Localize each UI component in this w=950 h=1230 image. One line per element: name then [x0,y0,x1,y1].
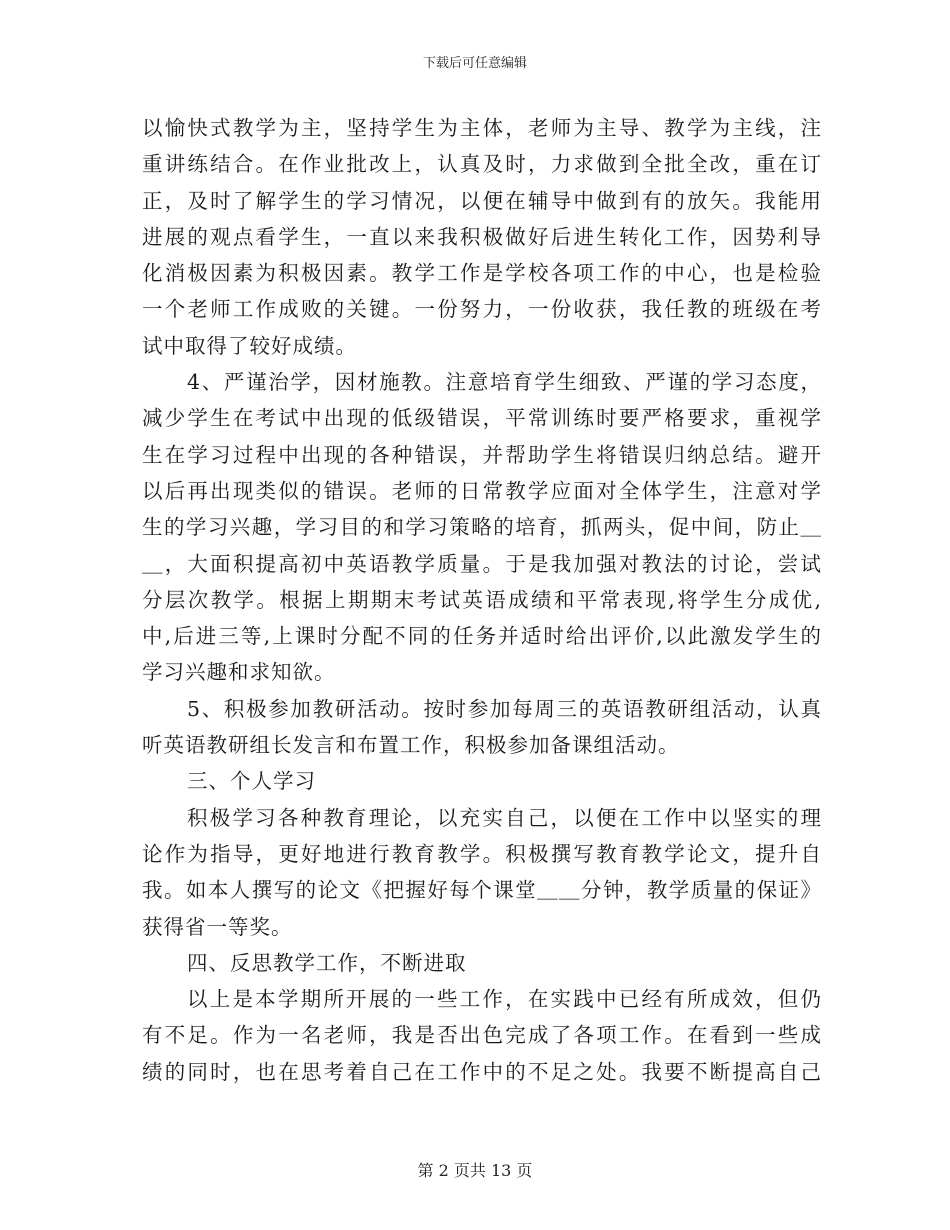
text-line: 以上是本学期所开展的一些工作，在实践中已经有所成效，但仍 [187,987,822,1012]
text-line: 减少学生在考试中出现的低级错误，平常训练时要严格要求，重视学 [142,406,822,431]
document-body [142,110,822,1090]
text-line: 四、反思教学工作，不断进取 [187,950,467,975]
text-line: 5、积极参加教研活动。按时参加每周三的英语教研组活动，认真 [187,696,822,721]
text-line: 分层次教学。根据上期期末考试英语成绩和平常表现,将学生分成优, [142,587,822,612]
text-line: 三、个人学习 [187,769,316,794]
text-line: 正，及时了解学生的学习情况，以便在辅导中做到有的放矢。我能用 [142,188,822,213]
text-line: 试中取得了较好成绩。 [142,333,357,358]
text-line: 我。如本人撰写的论文《把握好每个课堂＿＿分钟，教学质量的保证》 [142,878,822,903]
text-line: 听英语教研组长发言和布置工作，积极参加备课组活动。 [142,733,680,758]
text-line: 重讲练结合。在作业批改上，认真及时，力求做到全批全改，重在订 [142,152,822,177]
text-line: 化消极因素为积极因素。教学工作是学校各项工作的中心，也是检验 [142,261,822,286]
text-line: 学习兴趣和求知欲。 [142,660,336,685]
text-line: 以愉快式教学为主，坚持学生为主体，老师为主导、教学为主线，注 [142,116,822,140]
text-line: 生在学习过程中出现的各种错误，并帮助学生将错误归纳总结。避开 [142,442,822,467]
text-line: 绩的同时，也在思考着自己在工作中的不足之处。我要不断提高自己 [142,1059,822,1084]
text-line: ＿，大面积提高初中英语教学质量。于是我加强对教法的讨论，尝试 [142,551,822,576]
text-line: 中,后进三等,上课时分配不同的任务并适时给出评价,以此激发学生的 [142,624,822,649]
text-line: 一个老师工作成败的关键。一份努力，一份收获，我任教的班级在考 [142,297,822,322]
text-line: 进展的观点看学生，一直以来我积极做好后进生转化工作，因势利导 [142,224,822,249]
page-header: 下载后可任意编辑 [422,56,527,71]
page-footer: 第 2 页共 13 页 [417,1161,533,1180]
text-line: 以后再出现类似的错误。老师的日常教学应面对全体学生，注意对学 [142,478,822,503]
text-line: 4、严谨治学，因材施教。注意培育学生细致、严谨的学习态度， [187,370,822,395]
text-line: 论作为指导，更好地进行教育教学。积极撰写教育教学论文，提升自 [142,841,822,866]
text-line: 获得省一等奖。 [142,914,293,939]
text-line: 积极学习各种教育理论，以充实自己，以便在工作中以坚实的理 [187,805,822,830]
text-line: 生的学习兴趣，学习目的和学习策略的培育，抓两头，促中间，防止＿ [142,515,822,540]
text-line: 有不足。作为一名老师，我是否出色完成了各项工作。在看到一些成 [142,1023,822,1048]
